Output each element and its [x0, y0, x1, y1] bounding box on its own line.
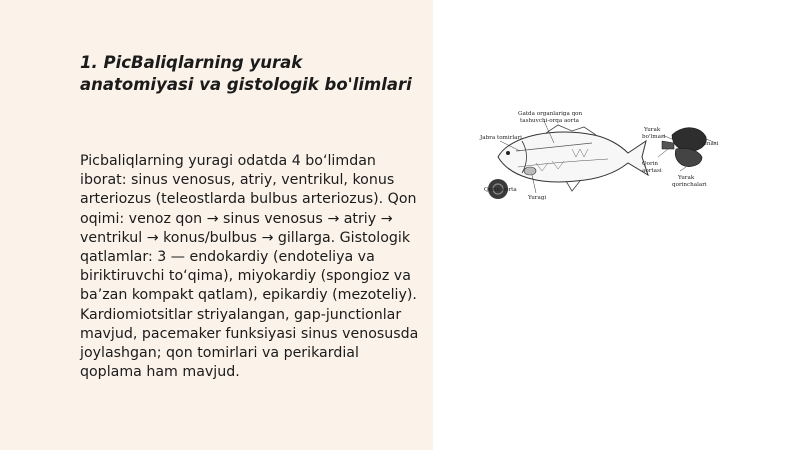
fish-eye: [506, 151, 510, 155]
heart-ventricle: [675, 148, 702, 166]
label-vena: Venasi: [700, 141, 719, 147]
label-ventricle-top: Yurak: [678, 175, 695, 181]
label-circle: Qorin aorta: [484, 187, 517, 193]
label-gill-aorta-top: Gatda organlariga qon: [518, 111, 583, 117]
pelvic-fin: [566, 181, 580, 191]
label-gill-vessels: Jabra tomirlari: [480, 135, 522, 141]
label-ventricle-bottom: qorinchalari: [672, 182, 707, 188]
label-atrium-bottom: bo'lmasi: [642, 134, 666, 140]
fish-heart-diagram: [476, 105, 726, 205]
label-aorta-top: Qorin: [642, 161, 659, 167]
fish-heart-illustration: [476, 105, 726, 205]
heart-bulbus: [662, 141, 674, 149]
label-fish-heart: Yuragi: [528, 195, 547, 201]
body-paragraph: Picbaliqlarning yuragi odatda 4 bo‘limdan iborat: sinus venosus, atriy, ventrikul, konus arteriozus (teleostlarda bulbus arteriozus). Qon oqimi: venoz qon → sinus venosus → atriy → ventrikul → konus/bulbus → gillarga. Gistologik qatlamlar: 3 — endokardiy (endoteliya va biriktiruvchi to‘qima), miyokardiy (spongioz va ba’zan kompakt qatlam), epikardiy (mezoteliy). Kardiomiotsitlar striyalangan, gap-junctionlar mavjud, pacemaker funksiyasi sinus venosusda joylashgan; qon tomirlari va perikardial qoplama ham mavjud.: [80, 153, 419, 381]
label-gill-aorta-bottom: tashuvchi-orqa aorta: [520, 118, 579, 124]
slide-title: 1. PicBaliqlarning yurak anatomiyasi va gistologik bo'limlari: [80, 53, 412, 94]
leader-line-ventricle: [680, 167, 686, 171]
leader-line-aorta-iso: [658, 149, 668, 157]
fish-heart: [524, 167, 536, 175]
label-aorta-bottom: aortasi: [642, 168, 662, 174]
label-atrium-top: Yurak: [644, 127, 661, 133]
heart-atrium: [672, 128, 706, 151]
